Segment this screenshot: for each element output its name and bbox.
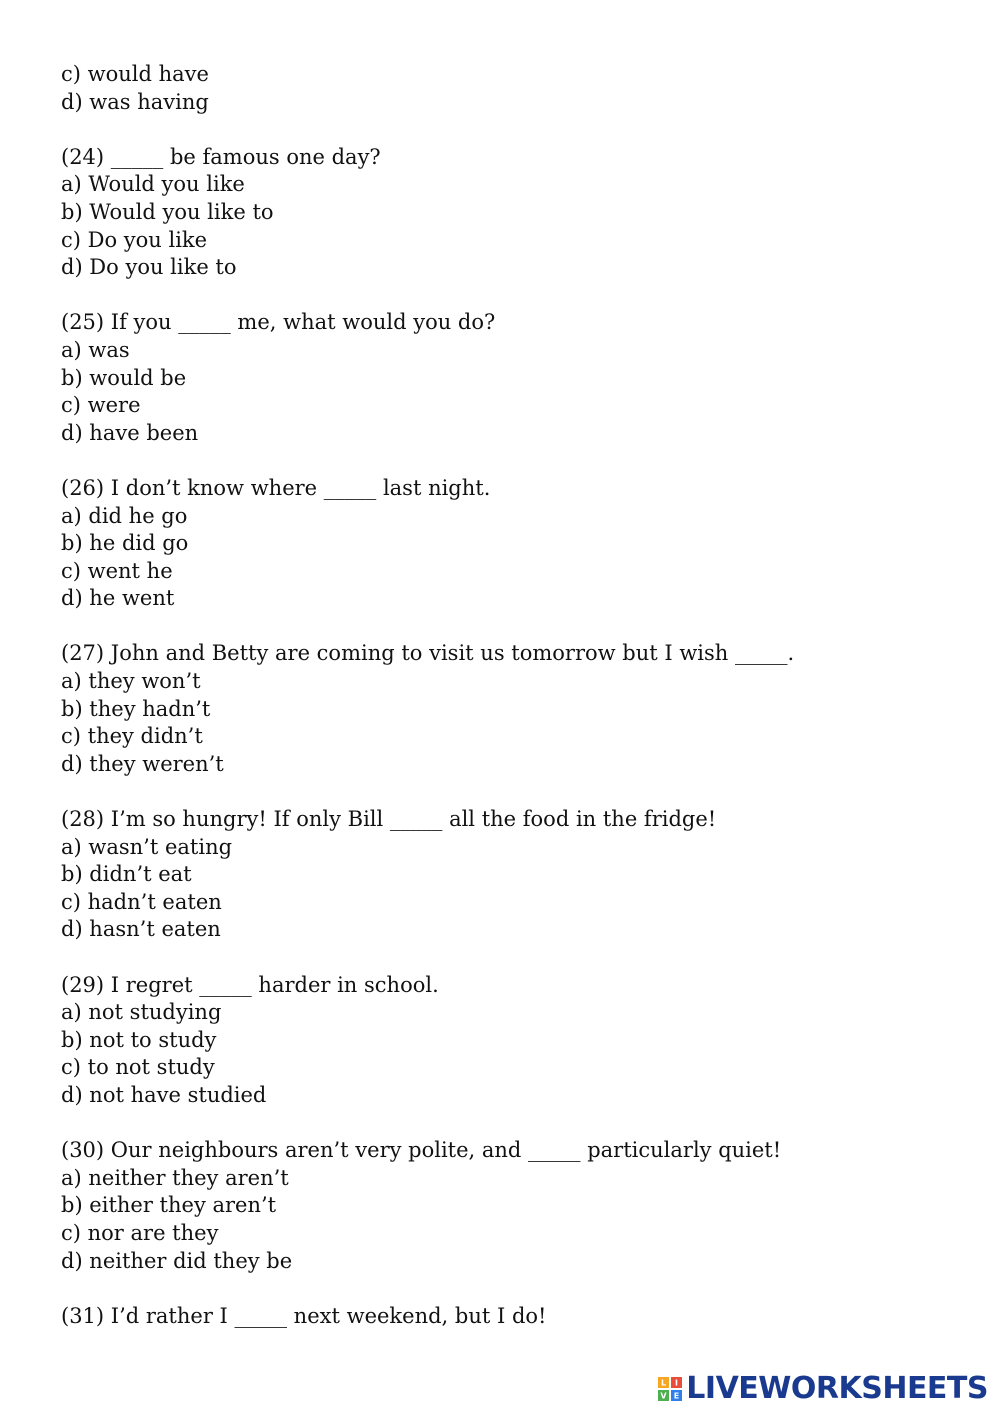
option-item: d) have been (61, 420, 199, 445)
question-text: (29) I regret _____ harder in school. (61, 972, 439, 997)
question-29 (61, 972, 961, 1110)
option-item: d) Do you like to (61, 255, 237, 280)
option-item: c) went he (61, 558, 173, 583)
option-item: a) was (61, 337, 130, 362)
question-text: (28) I’m so hungry! If only Bill _____ all the food in the fridge! (61, 807, 717, 832)
option-item: a) not studying (61, 1000, 222, 1025)
option-item: b) not to study (61, 1027, 217, 1052)
option-item: d) was having (61, 89, 209, 114)
question-text: (31) I’d rather I _____ next weekend, but I do! (61, 1303, 547, 1328)
option-item: c) hadn’t eaten (61, 889, 222, 914)
option-item: a) wasn’t eating (61, 834, 233, 859)
svg-text:V: V (660, 1391, 667, 1401)
option-item: b) didn’t eat (61, 862, 192, 887)
option-item: b) they hadn’t (61, 696, 211, 721)
svg-text:E: E (674, 1391, 680, 1401)
question-24 (61, 144, 961, 282)
question-text: (24) _____ be famous one day? (61, 144, 381, 169)
option-item: b) either they aren’t (61, 1193, 277, 1218)
option-item: d) hasn’t eaten (61, 917, 221, 942)
question-text: (25) If you _____ me, what would you do? (61, 310, 496, 335)
option-item: b) he did go (61, 531, 189, 556)
option-item: d) not have studied (61, 1082, 267, 1107)
worksheet-page (61, 61, 961, 1330)
question-27 (61, 640, 961, 778)
option-item: c) Do you like (61, 227, 208, 252)
option-item: c) would have (61, 62, 209, 86)
question-31 (61, 1303, 961, 1331)
question-text: (30) Our neighbours aren’t very polite, and _____ particularly quiet! (61, 1138, 782, 1163)
option-item: c) nor are they (61, 1220, 219, 1245)
option-item: c) were (61, 393, 141, 418)
option-item: c) to not study (61, 1055, 215, 1080)
option-item: c) they didn’t (61, 724, 203, 749)
question-text: (26) I don’t know where _____ last night. (61, 475, 491, 500)
liveworksheets-logo-icon (658, 1377, 682, 1401)
option-item: a) Would you like (61, 172, 245, 197)
svg-text:L: L (661, 1378, 667, 1388)
liveworksheets-logo[interactable] (658, 1372, 988, 1406)
question-30 (61, 1137, 961, 1275)
option-item: a) did he go (61, 503, 188, 528)
option-item: b) would be (61, 365, 187, 390)
option-item: a) they won’t (61, 669, 201, 694)
question-25 (61, 309, 961, 447)
option-item: d) they weren’t (61, 751, 224, 776)
liveworksheets-logo-text: LIVEWORKSHEETS (686, 1371, 988, 1406)
question-text: (27) John and Betty are coming to visit us tomorrow but I wish _____. (61, 641, 795, 666)
option-item: d) neither did they be (61, 1248, 293, 1273)
option-item: a) neither they aren’t (61, 1165, 289, 1190)
svg-text:I: I (675, 1378, 679, 1388)
question-26 (61, 475, 961, 613)
previous-question-options (61, 61, 961, 116)
option-item: d) he went (61, 586, 175, 611)
question-28 (61, 806, 961, 944)
option-item: b) Would you like to (61, 199, 274, 224)
